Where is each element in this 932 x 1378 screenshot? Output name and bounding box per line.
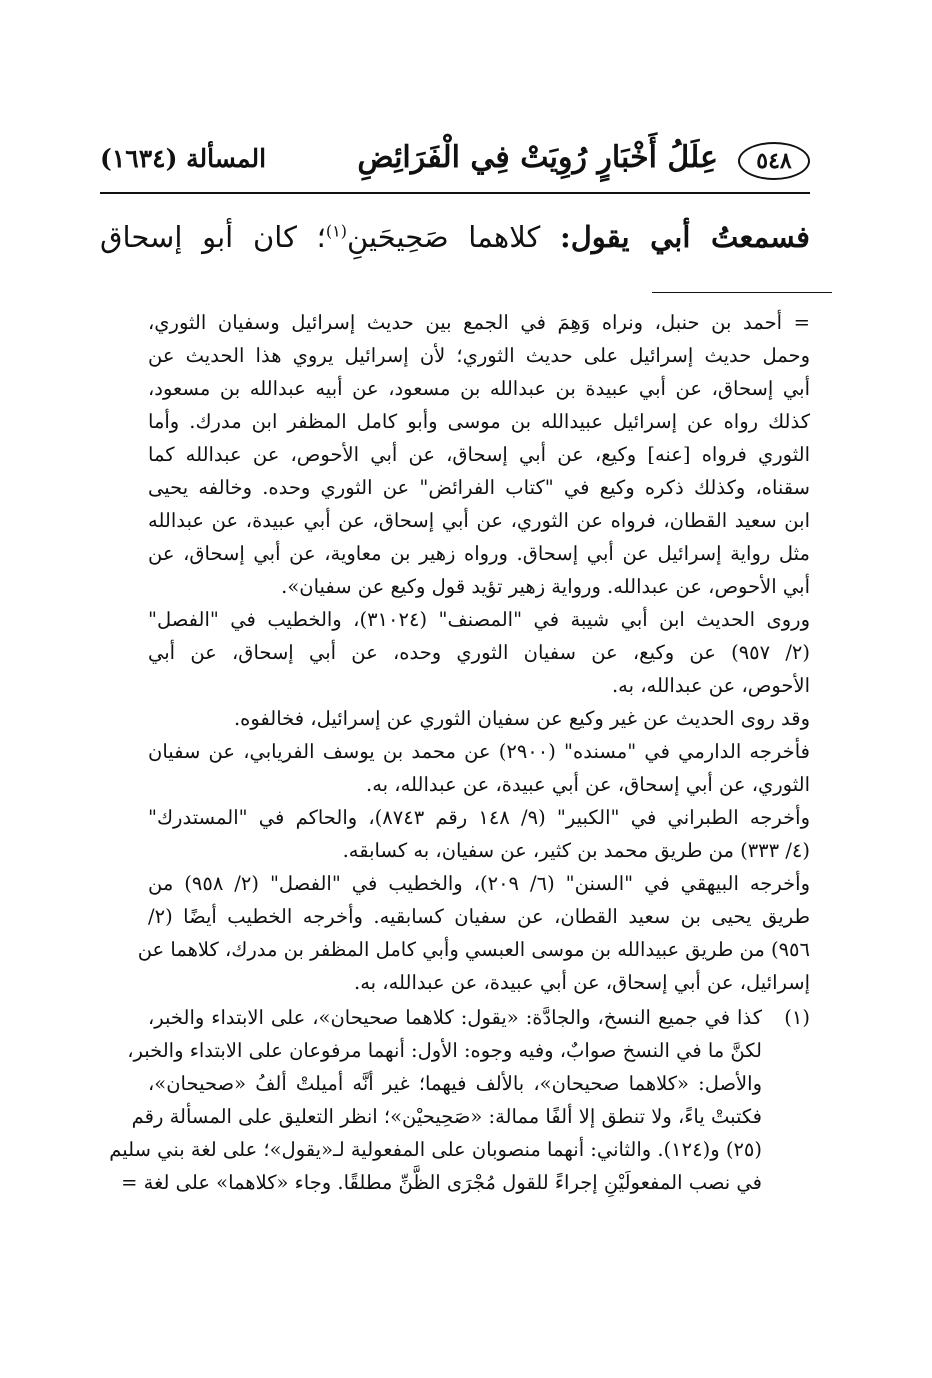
main-text-before-ref: كلاهما صَحِيحَينِ bbox=[346, 220, 561, 254]
footnote-line: وروى الحديث ابن أبي شيبة في "المصنف" (٣١٠٢٤)، والخطيب في "الفصل" bbox=[148, 608, 810, 631]
footnote-line: وأخرجه البيهقي في "السنن" (٦/ ٢٠٩)، والخطيب في "الفصل" (٢/ ٩٥٨) من bbox=[148, 872, 810, 895]
footnote-line: الثوري، عن أبي إسحاق، عن أبي عبيدة، عن عبدالله، به. bbox=[366, 773, 810, 796]
footnote-line: وأخرجه الطبراني في "الكبير" (٩/ ١٤٨ رقم ٨٧٤٣)، والحاكم في "المستدرك" bbox=[148, 806, 810, 829]
running-head bbox=[100, 138, 810, 186]
main-text-after-ref: ؛ كان أبو إسحاق bbox=[100, 220, 326, 254]
header-rule bbox=[100, 192, 810, 194]
page-number: ٥٤٨ bbox=[756, 148, 792, 174]
footnote-number: (١) bbox=[784, 1006, 810, 1029]
footnote-line: ابن سعيد القطان، فرواه عن الثوري، عن أبي إسحاق، عن أبي عبيدة، عن عبدالله bbox=[148, 509, 810, 532]
footnote-line: أبي إسحاق، عن أبي عبيدة بن عبدالله بن مسعود، عن أبيه عبدالله بن مسعود، bbox=[148, 377, 810, 400]
page-number-oval bbox=[738, 142, 810, 180]
footnote1-line: في نصب المفعولَيْنِ إجراءً للقول مُجْرَى الظَّنِّ مطلقًا. وجاء «كلاهما» على لغة = bbox=[121, 1171, 762, 1194]
footnote-line: وحمل حديث إسرائيل على حديث الثوري؛ لأن إسرائيل يروي هذا الحديث عن bbox=[148, 344, 810, 367]
footnote-line: فأخرجه الدارمي في "مسنده" (٢٩٠٠) عن محمد بن يوسف الفريابي، عن سفيان bbox=[148, 740, 811, 763]
footnote-reference: (١) bbox=[325, 221, 347, 241]
footnote-line: = أحمد بن حنبل، ونراه وَهِمَ في الجمع بين حديث إسرائيل وسفيان الثوري، bbox=[148, 311, 810, 334]
footnote1-line: كذا في جميع النسخ، والجادَّة: «يقول: كلاهما صحيحان»، على الابتداء والخبر، bbox=[148, 1006, 762, 1029]
main-bold-lead: فسمعتُ أبي يقول: bbox=[560, 220, 810, 254]
footnote-line: طريق يحيى بن سعيد القطان، عن سفيان كسابقيه. وأخرجه الخطيب أيضًا (٢/ bbox=[148, 905, 810, 928]
footnote-separator bbox=[652, 292, 832, 293]
footnote-line: الأحوص، عن عبدالله، به. bbox=[611, 674, 810, 697]
footnote-line: ٩٥٦) من طريق عبيدالله بن موسى العبسي وأبي كامل المظفر بن مدرك، كلاهما عن bbox=[137, 938, 810, 961]
main-text-line bbox=[100, 212, 810, 262]
footnote1-line: والأصل: «كلاهما صحيحان»، بالألف فيهما؛ غير أنَّه أميلتْ ألفُ «صحيحان»، bbox=[148, 1072, 762, 1095]
footnote-line: سقناه، وكذلك ذكره وكيع في "كتاب الفرائض" عن الثوري وحده. وخالفه يحيى bbox=[148, 476, 810, 499]
book-title: عِلَلُ أَخْبَارٍ رُوِيَتْ فِي الْفَرَائِضِ bbox=[357, 140, 718, 175]
footnote-line: أبي الأحوص، عن عبدالله. ورواية زهير تؤيد قول وكيع عن سفيان». bbox=[281, 575, 810, 598]
footnote-line: إسرائيل، عن أبي إسحاق، عن أبي عبيدة، عن عبدالله، به. bbox=[354, 971, 810, 994]
footnote-line: (٤/ ٣٣٣) من طريق محمد بن كثير، عن سفيان، به كسابقه. bbox=[342, 839, 810, 862]
footnote-line: كذلك رواه عن إسرائيل عبيدالله بن موسى وأبو كامل المظفر ابن مدرك. وأما bbox=[148, 410, 810, 433]
footnote1-line: (٢٥) و(١٢٤). والثاني: أنهما منصوبان على المفعولية لـ«يقول»؛ على لغة بني سليم bbox=[109, 1138, 762, 1161]
footnote1-line: لكنَّ ما في النسخ صوابٌ، وفيه وجوه: الأول: أنهما مرفوعان على الابتداء والخبر، bbox=[127, 1039, 762, 1062]
footnote-line: (٢/ ٩٥٧) عن وكيع، عن سفيان الثوري وحده، عن أبي إسحاق، عن أبي bbox=[148, 641, 810, 664]
footnote1-line: فكتبتْ ياءً، ولا تنطق إلا ألفًا ممالة: «صَحِيحيْن»؛ انظر التعليق على المسألة رقم bbox=[131, 1105, 762, 1128]
issue-label: المسألة (١٦٣٤) bbox=[100, 144, 267, 173]
footnote-line: مثل رواية إسرائيل عن أبي إسحاق. ورواه زهير بن معاوية، عن أبي إسحاق، عن bbox=[148, 542, 810, 565]
footnote-line: وقد روى الحديث عن غير وكيع عن سفيان الثوري عن إسرائيل، فخالفوه. bbox=[233, 707, 810, 730]
footnote-line: الثوري فرواه [عنه] وكيع، عن أبي إسحاق، عن أبي الأحوص، عن عبدالله كما bbox=[148, 443, 810, 466]
